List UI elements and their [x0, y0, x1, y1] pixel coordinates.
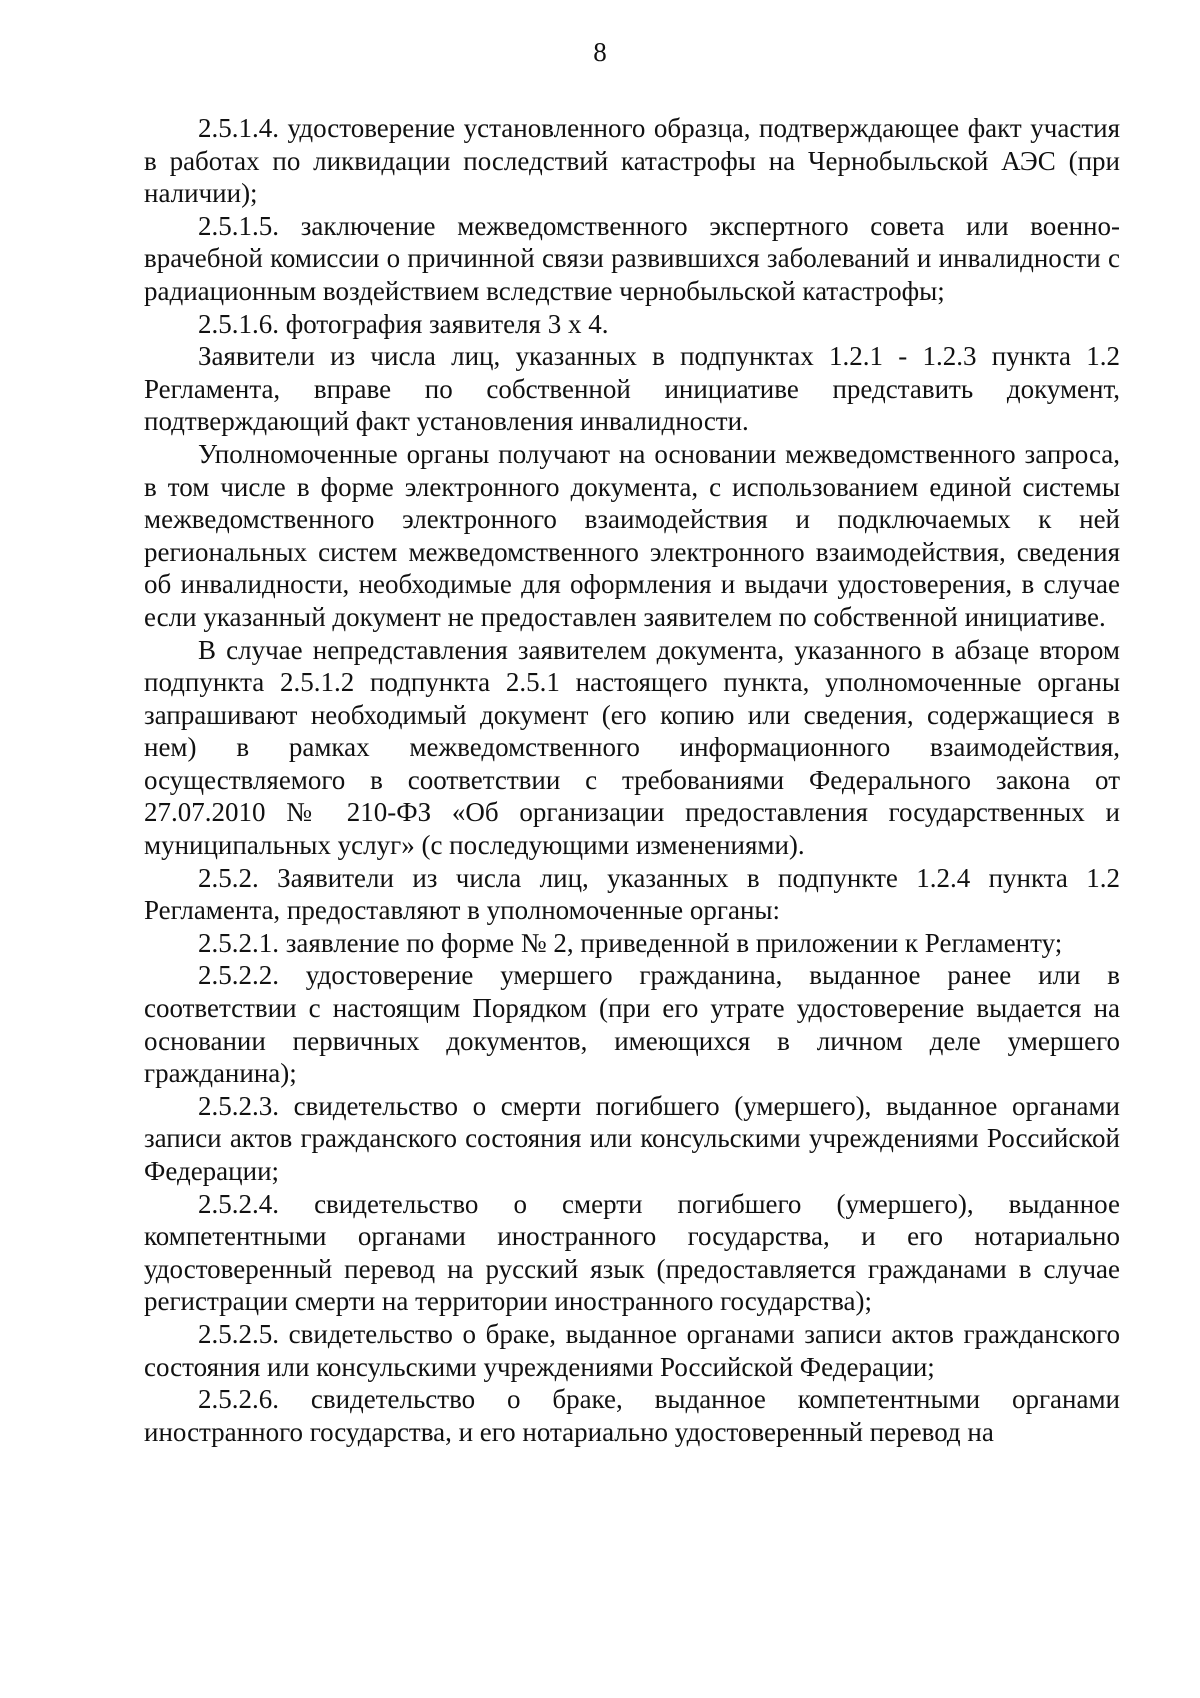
paragraph-non-submission: В случае непредставления заявителем документа, указанного в абзаце втором подпункта 2.5.1.2 подпункта 2.5.1 настоящего пункта, уполномоченные органы запрашивают необходимый документ (его копию или сведения, содержащиеся в нем) в рамках межведомственного информационного взаимодействия, осуществляемого в соответствии с требованиями Федерального закона от 27.07.2010 № 210-ФЗ «Об организации предоставления государственных и муниципальных услуг» (с последующими изменениями).: [144, 634, 1120, 861]
paragraph-2-5-2-4: 2.5.2.4. свидетельство о смерти погибшего (умершего), выданное компетентными органами иностранного государства, и его нотариально удостоверенный перевод на русский язык (предоставляется гражданами в случае регистрации смерти на территории иностранного государства);: [144, 1188, 1120, 1317]
paragraph-interagency-request: Уполномоченные органы получают на основании межведомственного запроса, в том числе в форме электронного документа, с использованием единой системы межведомственного электронного взаимодействия и подключаемых к ней региональных систем межведомственного электронного взаимодействия, сведения об инвалидности, необходимые для оформления и выдачи удостоверения, в случае если указанный документ не предоставлен заявителем по собственной инициативе.: [144, 438, 1120, 632]
paragraph-2-5-2-5: 2.5.2.5. свидетельство о браке, выданное органами записи актов гражданского состояния или консульскими учреждениями Российской Федерации;: [144, 1318, 1120, 1382]
paragraph-2-5-1-5: 2.5.1.5. заключение межведомственного экспертного совета или военно-врачебной комиссии о причинной связи развившихся заболеваний и инвалидности с радиационным воздействием вследствие чернобыльской катастрофы;: [144, 210, 1120, 306]
paragraph-disability-document: Заявители из числа лиц, указанных в подпунктах 1.2.1 - 1.2.3 пункта 1.2 Регламента, вправе по собственной инициативе представить документ, подтверждающий факт установления инвалидности.: [144, 341, 1120, 437]
paragraph-2-5-1-4: 2.5.1.4. удостоверение установленного образца, подтверждающее факт участия в работах по ликвидации последствий катастрофы на Чернобыльской АЭС (при наличии);: [144, 113, 1120, 209]
paragraph-2-5-2-2: 2.5.2.2. удостоверение умершего гражданина, выданное ранее или в соответствии с настоящим Порядком (при его утрате удостоверение выдается на основании первичных документов, имеющихся в личном деле умершего гражданина);: [144, 960, 1120, 1089]
paragraph-2-5-2-6: 2.5.2.6. свидетельство о браке, выданное компетентными органами иностранного государства, и его нотариально удостоверенный перевод на: [144, 1384, 1120, 1447]
document-body: [144, 112, 1120, 1448]
paragraph-2-5-2: 2.5.2. Заявители из числа лиц, указанных в подпункте 1.2.4 пункта 1.2 Регламента, предоставляют в уполномоченные органы:: [144, 862, 1120, 926]
paragraph-2-5-1-6: 2.5.1.6. фотография заявителя 3 х 4.: [198, 308, 609, 339]
paragraph-2-5-2-3: 2.5.2.3. свидетельство о смерти погибшего (умершего), выданное органами записи актов гражданского состояния или консульскими учреждениями Российской Федерации;: [144, 1090, 1120, 1186]
page-number: 8: [593, 37, 607, 67]
paragraph-2-5-2-1: 2.5.2.1. заявление по форме № 2, приведенной в приложении к Регламенту;: [198, 927, 1063, 958]
